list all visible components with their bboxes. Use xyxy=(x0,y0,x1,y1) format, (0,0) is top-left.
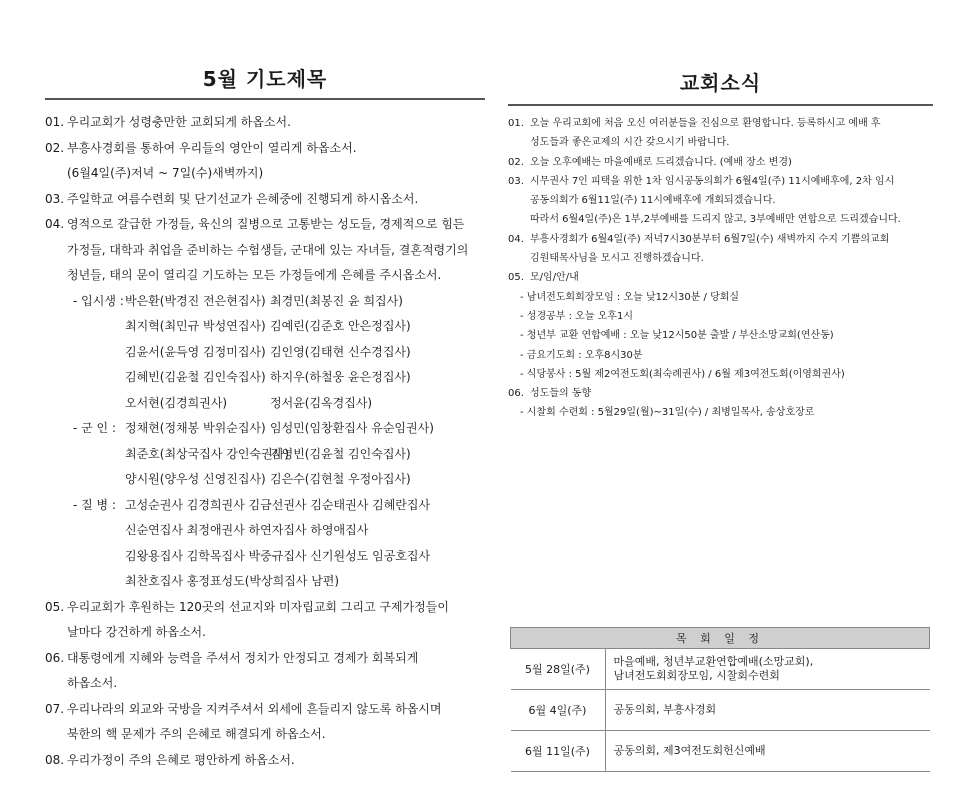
prayer-topics-title: 5월 기도제목 xyxy=(202,67,328,91)
sick-row: 김왕용집사 김학목집사 박중규집사 신기원성도 임공호집사 xyxy=(125,548,431,563)
prayer-item: 02. 부흥사경회를 통하여 우리들의 영안이 열리게 하옵소서. xyxy=(45,140,357,155)
army-row: 양시원(양우성 신영진집사) 김은수(김현철 우정아집사) xyxy=(125,472,411,486)
prayer-item: 08. 우리가정이 주의 은혜로 평안하게 하옵소서. xyxy=(45,752,295,767)
exam-row: 최지혁(최민규 박성연집사) 김예린(김준호 안은정집사) xyxy=(125,319,411,333)
ministry-schedule-table xyxy=(510,627,930,772)
schedule-event: 공동의회, 부흥사경회 xyxy=(605,690,930,731)
news-item: 01. 오늘 우리교회에 처음 오신 여러분들을 진심으로 환영합니다. 등록하시고 예배 후 xyxy=(508,118,881,129)
schedule-event: 공동의회, 제3여전도회헌신예배 xyxy=(605,731,930,772)
prayer-topics-column xyxy=(45,0,485,773)
prayer-item-cont: 청년들, 태의 문이 열리길 기도하는 모든 가정들에게 은혜를 주시옵소서. xyxy=(67,268,442,282)
news-item: 03. 시무권사 7인 피택을 위한 1차 임시공동의회가 6월4일(주) 11시예배후에, 2차 임시 xyxy=(508,175,895,187)
table-row xyxy=(511,731,930,772)
church-news-title: 교회소식 xyxy=(679,71,762,95)
army-row: 최준호(최상국집사 강인숙권사) 김영빈(김윤철 김인숙집사) xyxy=(125,446,411,461)
news-item: 06. 성도들의 동향 xyxy=(508,388,592,400)
news-subitem: - 성경공부 : 오늘 오후1시 xyxy=(520,310,633,322)
news-subitem: - 남녀전도회회장모임 : 오늘 낮12시30분 / 당회실 xyxy=(520,291,740,303)
news-list xyxy=(508,114,933,423)
prayer-list xyxy=(45,110,485,773)
prayer-item-cont: 가정들, 대학과 취업을 준비하는 수험생들, 군대에 있는 자녀들, 결혼적령기의 xyxy=(67,242,469,257)
prayer-item: 04. 영적으로 갈급한 가정들, 육신의 질병으로 고통받는 성도들, 경제적으로 힘든 xyxy=(45,217,465,231)
title-divider xyxy=(508,104,933,106)
table-row xyxy=(511,690,930,731)
news-item-cont: 김원태목사님을 모시고 진행하겠습니다. xyxy=(530,253,704,265)
army-row: - 군 인 : 정채현(정채봉 박위순집사) 임성민(임창환집사 유순임권사) xyxy=(73,421,434,435)
prayer-item-cont: 북한의 핵 문제가 주의 은혜로 해결되게 하옵소서. xyxy=(67,727,326,741)
table-row xyxy=(511,649,930,690)
sick-row: - 질 병 : 고성순권사 김경희권사 김금선권사 김순태권사 김혜란집사 xyxy=(73,497,431,512)
news-item-cont: 따라서 6월4일(주)은 1부,2부예배를 드리지 않고, 3부예배만 연합으로 드리겠습니다. xyxy=(530,214,901,226)
news-item-cont: 공동의회가 6월11일(주) 11시예배후에 개회되겠습니다. xyxy=(530,195,776,207)
exam-row: 오서현(김경희권사) 정서윤(김옥경집사) xyxy=(125,395,373,410)
schedule-date: 6월 4일(주) xyxy=(511,690,606,731)
schedule-date: 6월 11일(주) xyxy=(511,731,606,772)
news-subitem: - 시찰회 수련회 : 5월29일(월)~31일(수) / 최병일목사, 송상호장로 xyxy=(520,407,815,419)
news-subitem: - 금요기도회 : 오후8시30분 xyxy=(520,349,643,361)
prayer-item: 01. 우리교회가 성령충만한 교회되게 하옵소서. xyxy=(45,115,291,129)
prayer-item: 03. 주일학교 여름수련회 및 단기선교가 은혜중에 진행되게 하시옵소서. xyxy=(45,191,419,206)
prayer-item: 07. 우리나라의 외교와 국방을 지켜주셔서 외세에 흔들리지 않도록 하옵시며 xyxy=(45,701,442,716)
schedule-event: 마을예배, 청년부교환연합예배(소망교회), 남녀전도회회장모임, 시찰회수련회 xyxy=(605,649,930,690)
prayer-item: 05. 우리교회가 후원하는 120곳의 선교지와 미자립교회 그리고 구제가정들이 xyxy=(45,599,449,614)
schedule-header: 목 회 일 정 xyxy=(511,628,930,649)
exam-row: - 입시생 : 박은환(박경진 전은현집사) 최경민(최봉진 윤 희집사) xyxy=(73,293,403,308)
church-news-column xyxy=(508,0,933,423)
news-subitem: - 청년부 교환 연합예배 : 오늘 낮12시50분 출발 / 부산소망교회(연산동) xyxy=(520,330,834,342)
prayer-item-cont: 날마다 강건하게 하옵소서. xyxy=(67,625,206,639)
prayer-item: 06. 대통령에게 지혜와 능력을 주셔서 정치가 안정되고 경제가 회복되게 xyxy=(45,650,419,665)
exam-row: 김혜빈(김윤철 김인숙집사) 하지우(하철웅 윤은정집사) xyxy=(125,370,411,384)
exam-row: 김윤서(윤득영 김정미집사) 김인영(김태현 신수경집사) xyxy=(125,344,411,359)
news-item: 04. 부흥사경회가 6월4일(주) 저녁7시30분부터 6월7일(수) 새벽까지 수지 기쁨의교회 xyxy=(508,233,890,245)
news-item-cont: 성도들과 좋은교제의 시간 갖으시기 바랍니다. xyxy=(530,137,730,149)
news-item: 05. 모/임/안/내 xyxy=(508,272,579,284)
news-subitem: - 식당봉사 : 5월 제2여전도회(최숙례권사) / 6월 제3여전도회(이영희권사) xyxy=(520,368,845,380)
sick-row: 신순연집사 최정애권사 하연자집사 하영애집사 xyxy=(125,523,369,537)
schedule-date: 5월 28일(주) xyxy=(511,649,606,690)
sick-row: 최찬호집사 홍정표성도(박상희집사 남편) xyxy=(125,574,340,588)
prayer-item-cont: (6월4일(주)저녁 ~ 7일(수)새벽까지) xyxy=(67,166,264,180)
title-divider xyxy=(45,98,485,100)
prayer-item-cont: 하옵소서. xyxy=(67,676,118,690)
news-item: 02. 오늘 오후예배는 마을예배로 드리겠습니다. (예배 장소 변경) xyxy=(508,156,792,168)
